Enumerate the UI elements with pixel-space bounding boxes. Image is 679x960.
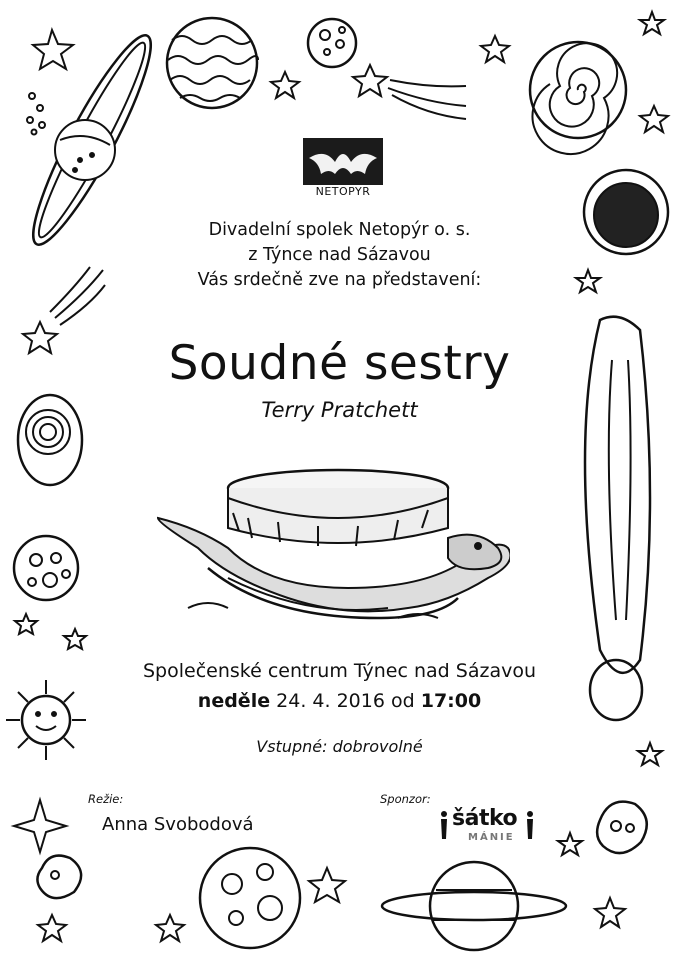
event-day: neděle [197, 690, 271, 712]
bottom-ringed-planet-icon [382, 862, 566, 950]
logo-name: NETOPYR [315, 185, 371, 198]
event-venue: Společenské centrum Týnec nad Sázavou [143, 660, 536, 682]
face-moon-icon [597, 802, 647, 853]
event-date: 24. 4. 2016 od [276, 690, 415, 712]
small-dots-icon [27, 93, 45, 135]
cratered-moon-icon [308, 19, 356, 67]
spiral-galaxy-icon [530, 42, 626, 154]
striped-planet-icon [167, 18, 258, 108]
discworld-turtle-illustration [148, 458, 510, 628]
comet-icon [353, 65, 466, 119]
director-label: Režie: [88, 792, 124, 806]
bottom-rock-icon [37, 856, 81, 899]
play-title: Soudné sestry [168, 336, 511, 391]
sponsor-logo [438, 806, 538, 848]
netopyr-logo [303, 138, 383, 198]
intro-line-3: Vás srdečně zve na představení: [197, 270, 482, 290]
play-author: Terry Pratchett [261, 398, 418, 422]
event-time: 17:00 [420, 690, 482, 712]
sponsor-label: Sponzor: [380, 792, 431, 806]
bat-logo-icon [303, 138, 383, 185]
figure-icon [438, 810, 450, 840]
intro-line-2: z Týnce nad Sázavou [248, 245, 431, 265]
director-name: Anna Svobodová [102, 814, 254, 835]
intro-line-1: Divadelní spolek Netopýr o. s. [208, 220, 471, 240]
sponsor-name-top: šátko [452, 806, 518, 831]
entry-fee: Vstupné: dobrovolné [256, 737, 423, 756]
figure-icon [524, 810, 536, 840]
bottom-cratered-planet-icon [200, 848, 300, 948]
sponsor-name-bottom: MÁNIE [468, 832, 515, 843]
spotted-planet-icon [14, 536, 78, 600]
invitation-intro [0, 218, 679, 293]
event-datetime [0, 690, 679, 712]
